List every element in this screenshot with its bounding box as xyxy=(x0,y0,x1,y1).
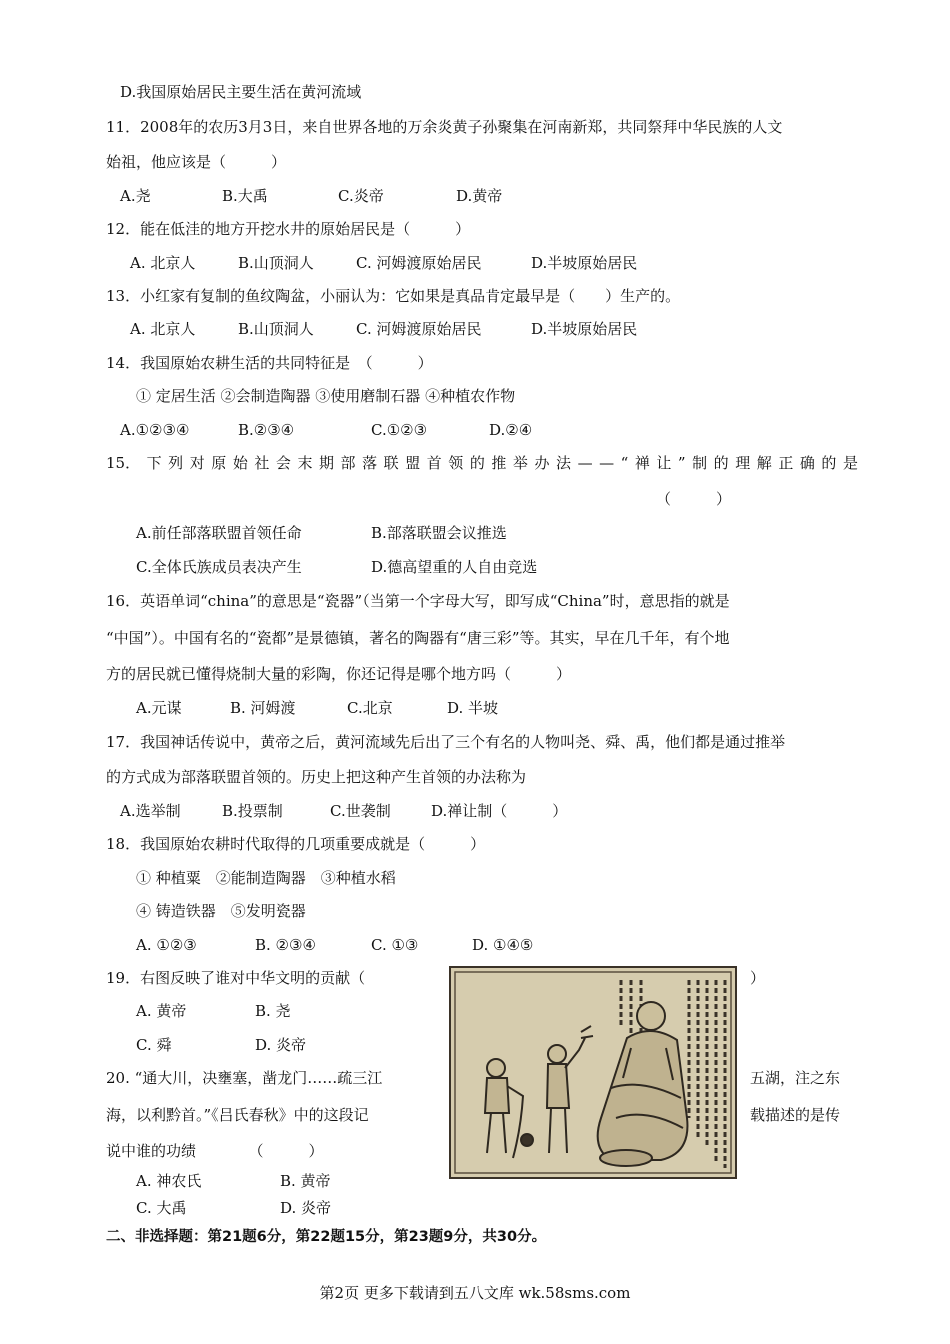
q13-option-c: C. 河姆渡原始居民 xyxy=(356,320,482,338)
q13-option-b: B.山顶洞人 xyxy=(238,320,314,338)
q16-option-a: A.元谋 xyxy=(136,699,182,717)
q17-stem-line2: 的方式成为部落联盟首领的。历史上把这种产生首领的办法称为 xyxy=(106,768,527,786)
q19-stem: 19．右图反映了谁对中华文明的贡献（ xyxy=(106,969,366,987)
q15-char: 是 xyxy=(842,454,858,472)
q15-char: 首 xyxy=(426,454,442,472)
q17-option-c: C.世袭制 xyxy=(330,802,391,820)
q11-option-c: C.炎帝 xyxy=(338,187,384,205)
q10-option-d: D.我国原始居民主要生活在黄河流域 xyxy=(120,83,362,101)
q15-char: 确 xyxy=(799,454,815,472)
q15-char: 法 xyxy=(556,454,572,472)
q15-char: 举 xyxy=(512,454,528,472)
q15-option-b: B.部落联盟会议推选 xyxy=(371,524,507,542)
q20-option-a: A. 神农氏 xyxy=(136,1172,202,1190)
q19-option-b: B. 尧 xyxy=(255,1002,291,1020)
q17-option-b: B.投票制 xyxy=(222,802,283,820)
q15-char: 联 xyxy=(383,454,399,472)
q15-char: 制 xyxy=(692,454,708,472)
q15-option-d: D.德高望重的人自由竞选 xyxy=(371,558,538,576)
q15-char: “ xyxy=(620,454,629,472)
q14-statements: ① 定居生活 ②会制造陶器 ③使用磨制石器 ④种植农作物 xyxy=(136,387,516,405)
q14-option-b: B.②③④ xyxy=(238,421,295,439)
q15-char: 的 xyxy=(821,454,837,472)
q15-char: 领 xyxy=(448,454,464,472)
ancient-woodcut-illustration-icon xyxy=(451,968,735,1177)
q18-statements-1: ① 种植粟 ②能制造陶器 ③种植水稻 xyxy=(136,869,396,887)
q15-char: 落 xyxy=(362,454,378,472)
q11-option-b: B.大禹 xyxy=(222,187,268,205)
q17-option-d: D.禅让制（ ） xyxy=(431,802,568,820)
q20-stem-line3: 说中谁的功绩 （ ） xyxy=(106,1142,324,1160)
section-2-heading: 二、非选择题：第21题6分，第22题15分，第23题9分，共30分。 xyxy=(106,1229,547,1245)
q16-stem-line3: 方的居民就已懂得烧制大量的彩陶，你还记得是哪个地方吗（ ） xyxy=(106,665,572,683)
q19-option-a: A. 黄帝 xyxy=(136,1002,187,1020)
q20-stem-line2: 海，以利黔首。”《吕氏春秋》中的这段记 xyxy=(106,1106,369,1124)
q11-stem-line1: 11．2008年的农历3月3日，来自世界各地的万余炎黄子孙聚集在河南新郑，共同祭拜中华民族的人文 xyxy=(106,118,783,136)
q13-option-d: D.半坡原始居民 xyxy=(531,320,638,338)
q15-char: 解 xyxy=(756,454,772,472)
woodcut-figure xyxy=(449,966,737,1179)
q18-option-d: D. ①④⑤ xyxy=(472,936,534,954)
q15-char: 社 xyxy=(254,454,270,472)
q15-char: 15． xyxy=(106,454,141,472)
q15-char: ” xyxy=(677,454,686,472)
q11-option-d: D.黄帝 xyxy=(456,187,503,205)
q15-char: 列 xyxy=(168,454,184,472)
q19-option-d: D. 炎帝 xyxy=(255,1036,307,1054)
q15-char: 办 xyxy=(534,454,550,472)
q20-option-b: B. 黄帝 xyxy=(280,1172,331,1190)
q15-char: 始 xyxy=(232,454,248,472)
q15-answer-paren: （ ） xyxy=(656,490,732,508)
q11-option-a: A.尧 xyxy=(120,187,151,205)
q18-statements-2: ④ 铸造铁器 ⑤发明瓷器 xyxy=(136,902,306,920)
q16-stem-line1: 16．英语单词“china”的意思是“瓷器”（当第一个字母大写，即写成“China”时，意思指的就是 xyxy=(106,592,730,610)
q20-stem-line2-right: 载描述的是传 xyxy=(750,1106,841,1124)
q14-stem: 14．我国原始农耕生活的共同特征是 （ ） xyxy=(106,354,433,372)
q14-option-a: A.①②③④ xyxy=(120,421,190,439)
q16-option-d: D. 半坡 xyxy=(447,699,499,717)
q15-option-a: A.前任部落联盟首领任命 xyxy=(136,524,302,542)
q16-option-b: B. 河姆渡 xyxy=(230,699,296,717)
q15-char: — xyxy=(599,454,615,472)
q16-stem-line2: “中国”）。中国有名的“瓷都”是景德镇，著名的陶器有“唐三彩”等。其实，早在几千年，有个地 xyxy=(106,629,730,647)
q15-char: 原 xyxy=(211,454,227,472)
q20-option-c: C. 大禹 xyxy=(136,1199,187,1217)
q12-option-a: A. 北京人 xyxy=(130,254,196,272)
q15-char: 的 xyxy=(713,454,729,472)
q15-stem xyxy=(106,453,858,473)
q18-stem: 18．我国原始农耕时代取得的几项重要成就是（ ） xyxy=(106,835,486,853)
q12-option-c: C. 河姆渡原始居民 xyxy=(356,254,482,272)
q15-char: 的 xyxy=(469,454,485,472)
q20-option-d: D. 炎帝 xyxy=(280,1199,332,1217)
q15-char: 末 xyxy=(297,454,313,472)
q12-option-b: B.山顶洞人 xyxy=(238,254,314,272)
q15-char: 期 xyxy=(319,454,335,472)
q18-option-c: C. ①③ xyxy=(371,936,419,954)
q15-char: 推 xyxy=(491,454,507,472)
q15-char: 对 xyxy=(189,454,205,472)
q18-option-a: A. ①②③ xyxy=(136,936,197,954)
q20-stem-line1: 20. “通大川，决壅塞，凿龙门……疏三江 xyxy=(106,1069,383,1087)
q14-option-d: D.②④ xyxy=(489,421,533,439)
q13-stem: 13．小红家有复制的鱼纹陶盆，小丽认为：它如果是真品肯定最早是（ ）生产的。 xyxy=(106,287,681,305)
q16-option-c: C.北京 xyxy=(347,699,393,717)
q12-option-d: D.半坡原始居民 xyxy=(531,254,638,272)
q13-option-a: A. 北京人 xyxy=(130,320,196,338)
q19-option-c: C. 舜 xyxy=(136,1036,172,1054)
q15-char: 部 xyxy=(340,454,356,472)
q15-char: 正 xyxy=(778,454,794,472)
q15-char: 盟 xyxy=(405,454,421,472)
q15-option-c: C.全体氏族成员表决产生 xyxy=(136,558,302,576)
q15-char: 让 xyxy=(656,454,672,472)
q20-stem-line1-right: 五湖，注之东 xyxy=(750,1069,841,1087)
q14-option-c: C.①②③ xyxy=(371,421,428,439)
q18-option-b: B. ②③④ xyxy=(255,936,316,954)
page-footer: 第2页 更多下载请到五八文库 wk.58sms.com xyxy=(319,1284,631,1302)
q15-char: 会 xyxy=(275,454,291,472)
q11-stem-line2: 始祖，他应该是（ ） xyxy=(106,153,287,171)
q17-stem-line1: 17．我国神话传说中，黄帝之后，黄河流域先后出了三个有名的人物叫尧、舜、禹，他们都是通过推举 xyxy=(106,733,786,751)
q15-char: — xyxy=(577,454,593,472)
q15-char: 下 xyxy=(146,454,162,472)
q19-close-paren: ） xyxy=(750,969,766,987)
q17-option-a: A.选举制 xyxy=(120,802,181,820)
q15-char: 理 xyxy=(735,454,751,472)
q15-char: 禅 xyxy=(634,454,650,472)
q12-stem: 12．能在低洼的地方开挖水井的原始居民是（ ） xyxy=(106,220,471,238)
